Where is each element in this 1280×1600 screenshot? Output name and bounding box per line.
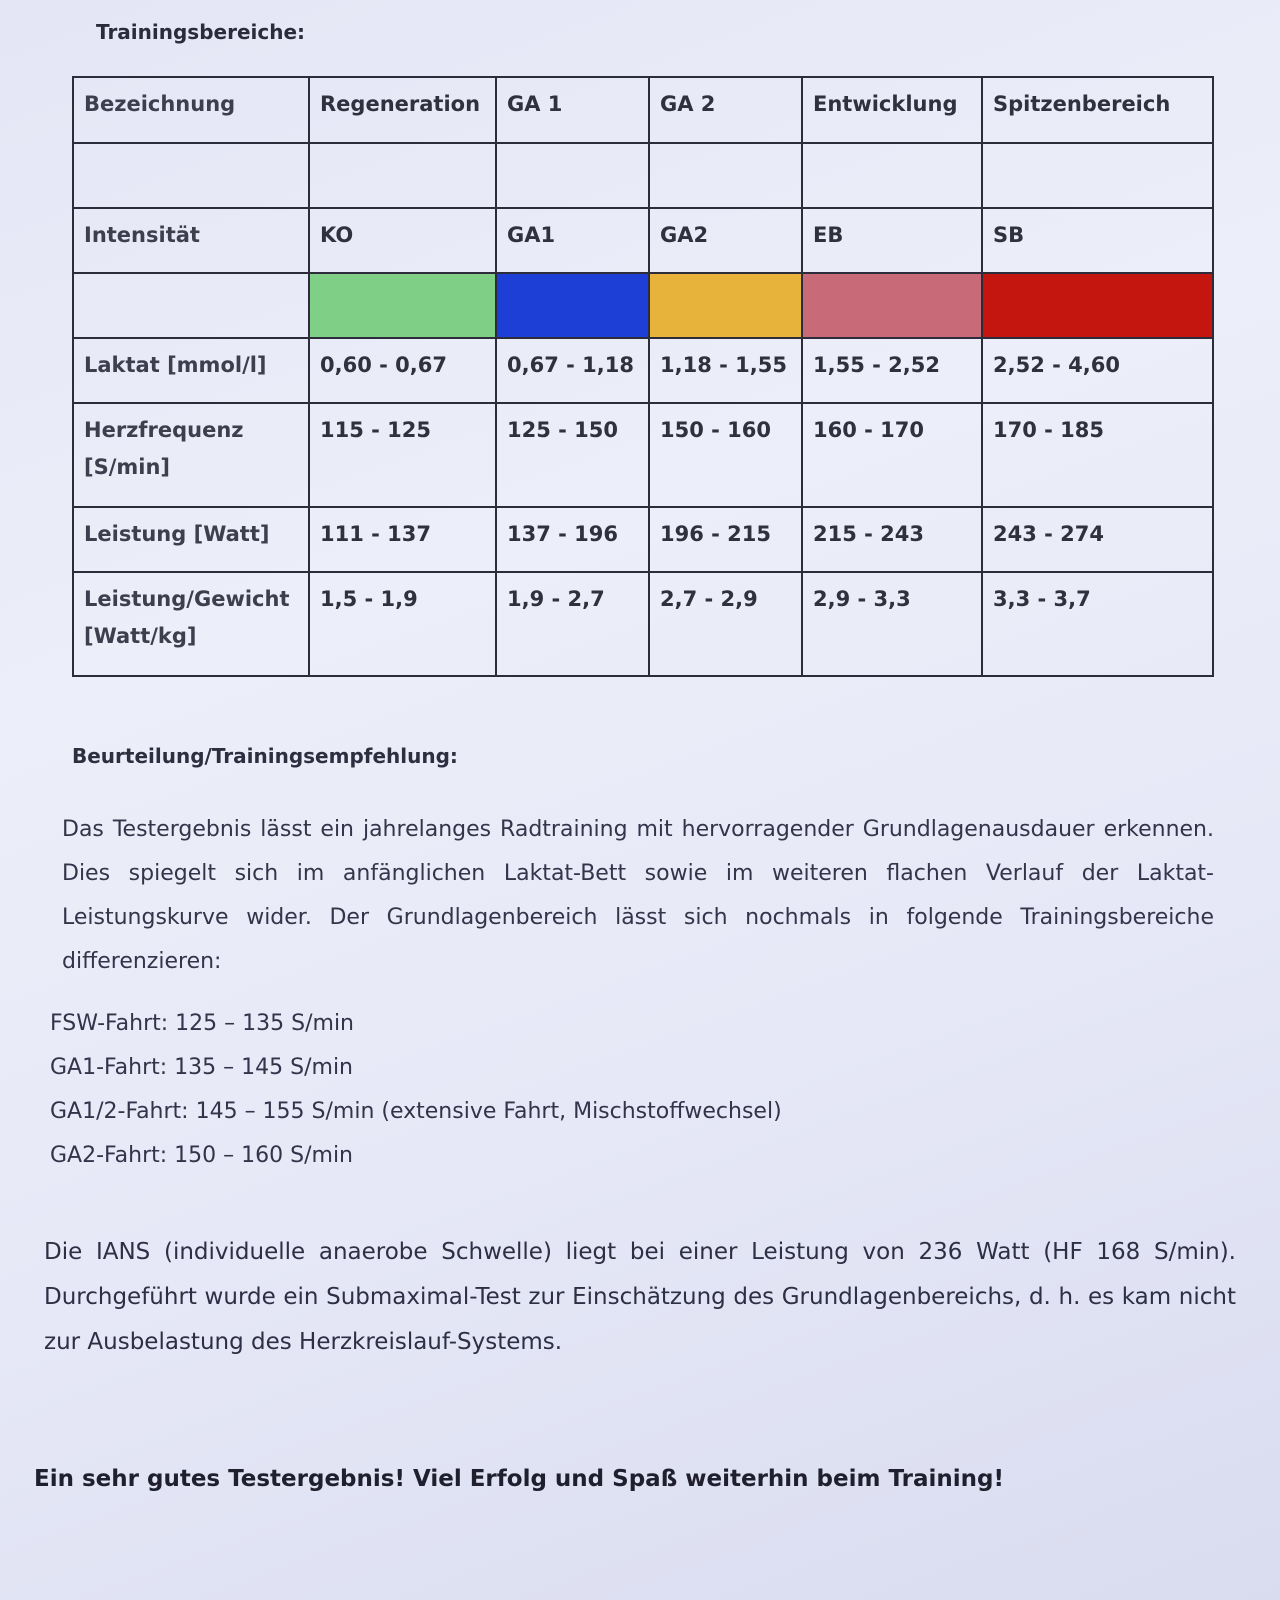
list-item: FSW-Fahrt: 125 – 135 S/min	[50, 1011, 354, 1036]
lactate-cell: 1,55 - 2,52	[802, 338, 982, 403]
power-cell: 137 - 196	[496, 507, 649, 572]
training-zone-list	[50, 1002, 782, 1178]
power-cell: 111 - 137	[309, 507, 496, 572]
zone-color-swatch	[983, 274, 1212, 337]
zone-name-cell: GA 2	[649, 77, 802, 143]
zone-color-swatch	[497, 274, 648, 337]
header-label: Bezeichnung	[73, 77, 309, 143]
ians-paragraph: Die IANS (individuelle anaerobe Schwelle) liegt bei einer Leistung von 236 Watt (HF 168 S/min). Durchgeführt wurde ein Submaximal-Test zur Einschätzung des Grundlagenbereichs, d. h. es kam nicht zur Ausbelastung des Herzkreislauf-Systems.	[44, 1239, 1236, 1355]
closing-statement: Ein sehr gutes Testergebnis! Viel Erfolg und Spaß weiterhin beim Training!	[34, 1466, 1004, 1492]
empty-cell	[73, 273, 309, 338]
table-empty-row	[73, 143, 1213, 208]
color-cell-ga1	[496, 273, 649, 338]
power-cell: 215 - 243	[802, 507, 982, 572]
empty-cell	[982, 143, 1213, 208]
heart-rate-cell: 160 - 170	[802, 403, 982, 507]
table-row-lactate	[73, 338, 1213, 403]
power-weight-cell: 2,7 - 2,9	[649, 572, 802, 676]
empty-cell	[802, 143, 982, 208]
power-weight-label: Leistung/Gewicht [Watt/kg]	[73, 572, 309, 676]
intensity-label: Intensität	[73, 208, 309, 273]
zone-name-cell: Entwicklung	[802, 77, 982, 143]
empty-cell	[73, 143, 309, 208]
zone-color-swatch	[650, 274, 801, 337]
empty-cell	[496, 143, 649, 208]
zone-name-cell: Spitzenbereich	[982, 77, 1213, 143]
intensity-cell: KO	[309, 208, 496, 273]
intensity-cell: GA2	[649, 208, 802, 273]
lactate-label: Laktat [mmol/l]	[73, 338, 309, 403]
empty-cell	[649, 143, 802, 208]
table-row-power-weight	[73, 572, 1213, 676]
power-cell: 196 - 215	[649, 507, 802, 572]
zone-name-cell: GA 1	[496, 77, 649, 143]
table-row-colors	[73, 273, 1213, 338]
power-weight-cell: 1,5 - 1,9	[309, 572, 496, 676]
intensity-cell: EB	[802, 208, 982, 273]
zone-name-cell: Regeneration	[309, 77, 496, 143]
assessment-heading: Beurteilung/Trainingsempfehlung:	[72, 744, 458, 768]
color-cell-eb	[802, 273, 982, 338]
power-weight-cell: 3,3 - 3,7	[982, 572, 1213, 676]
color-cell-ko	[309, 273, 496, 338]
lactate-cell: 0,67 - 1,18	[496, 338, 649, 403]
table-row-intensity	[73, 208, 1213, 273]
table-header-row	[73, 77, 1213, 143]
list-item: GA1/2-Fahrt: 145 – 155 S/min (extensive Fahrt, Mischstoffwechsel)	[50, 1099, 782, 1124]
lactate-cell: 2,52 - 4,60	[982, 338, 1213, 403]
training-zones-table	[72, 76, 1214, 677]
section-title: Trainingsbereiche:	[96, 20, 306, 44]
zone-color-swatch	[803, 274, 981, 337]
lactate-cell: 1,18 - 1,55	[649, 338, 802, 403]
heart-rate-label: Herzfrequenz [S/min]	[73, 403, 309, 507]
power-label: Leistung [Watt]	[73, 507, 309, 572]
list-item: GA1-Fahrt: 135 – 145 S/min	[50, 1055, 353, 1080]
intensity-cell: SB	[982, 208, 1213, 273]
power-cell: 243 - 274	[982, 507, 1213, 572]
lactate-cell: 0,60 - 0,67	[309, 338, 496, 403]
color-cell-ga2	[649, 273, 802, 338]
power-weight-cell: 1,9 - 2,7	[496, 572, 649, 676]
table-row-heart-rate	[73, 403, 1213, 507]
zone-color-swatch	[310, 274, 495, 337]
heart-rate-cell: 125 - 150	[496, 403, 649, 507]
heart-rate-cell: 170 - 185	[982, 403, 1213, 507]
heart-rate-cell: 115 - 125	[309, 403, 496, 507]
heart-rate-cell: 150 - 160	[649, 403, 802, 507]
table-row-power	[73, 507, 1213, 572]
list-item: GA2-Fahrt: 150 – 160 S/min	[50, 1143, 353, 1168]
empty-cell	[309, 143, 496, 208]
power-weight-cell: 2,9 - 3,3	[802, 572, 982, 676]
intensity-cell: GA1	[496, 208, 649, 273]
assessment-paragraph: Das Testergebnis lässt ein jahrelanges Radtraining mit hervorragender Grundlagenausdauer erkennen. Dies spiegelt sich im anfänglichen Laktat-Bett sowie im weiteren flachen Verlauf der Laktat-Leistungskurve wider. Der Grundlagenbereich lässt sich nochmals in folgende Trainingsbereiche differenzieren:	[62, 817, 1214, 974]
color-cell-sb	[982, 273, 1213, 338]
